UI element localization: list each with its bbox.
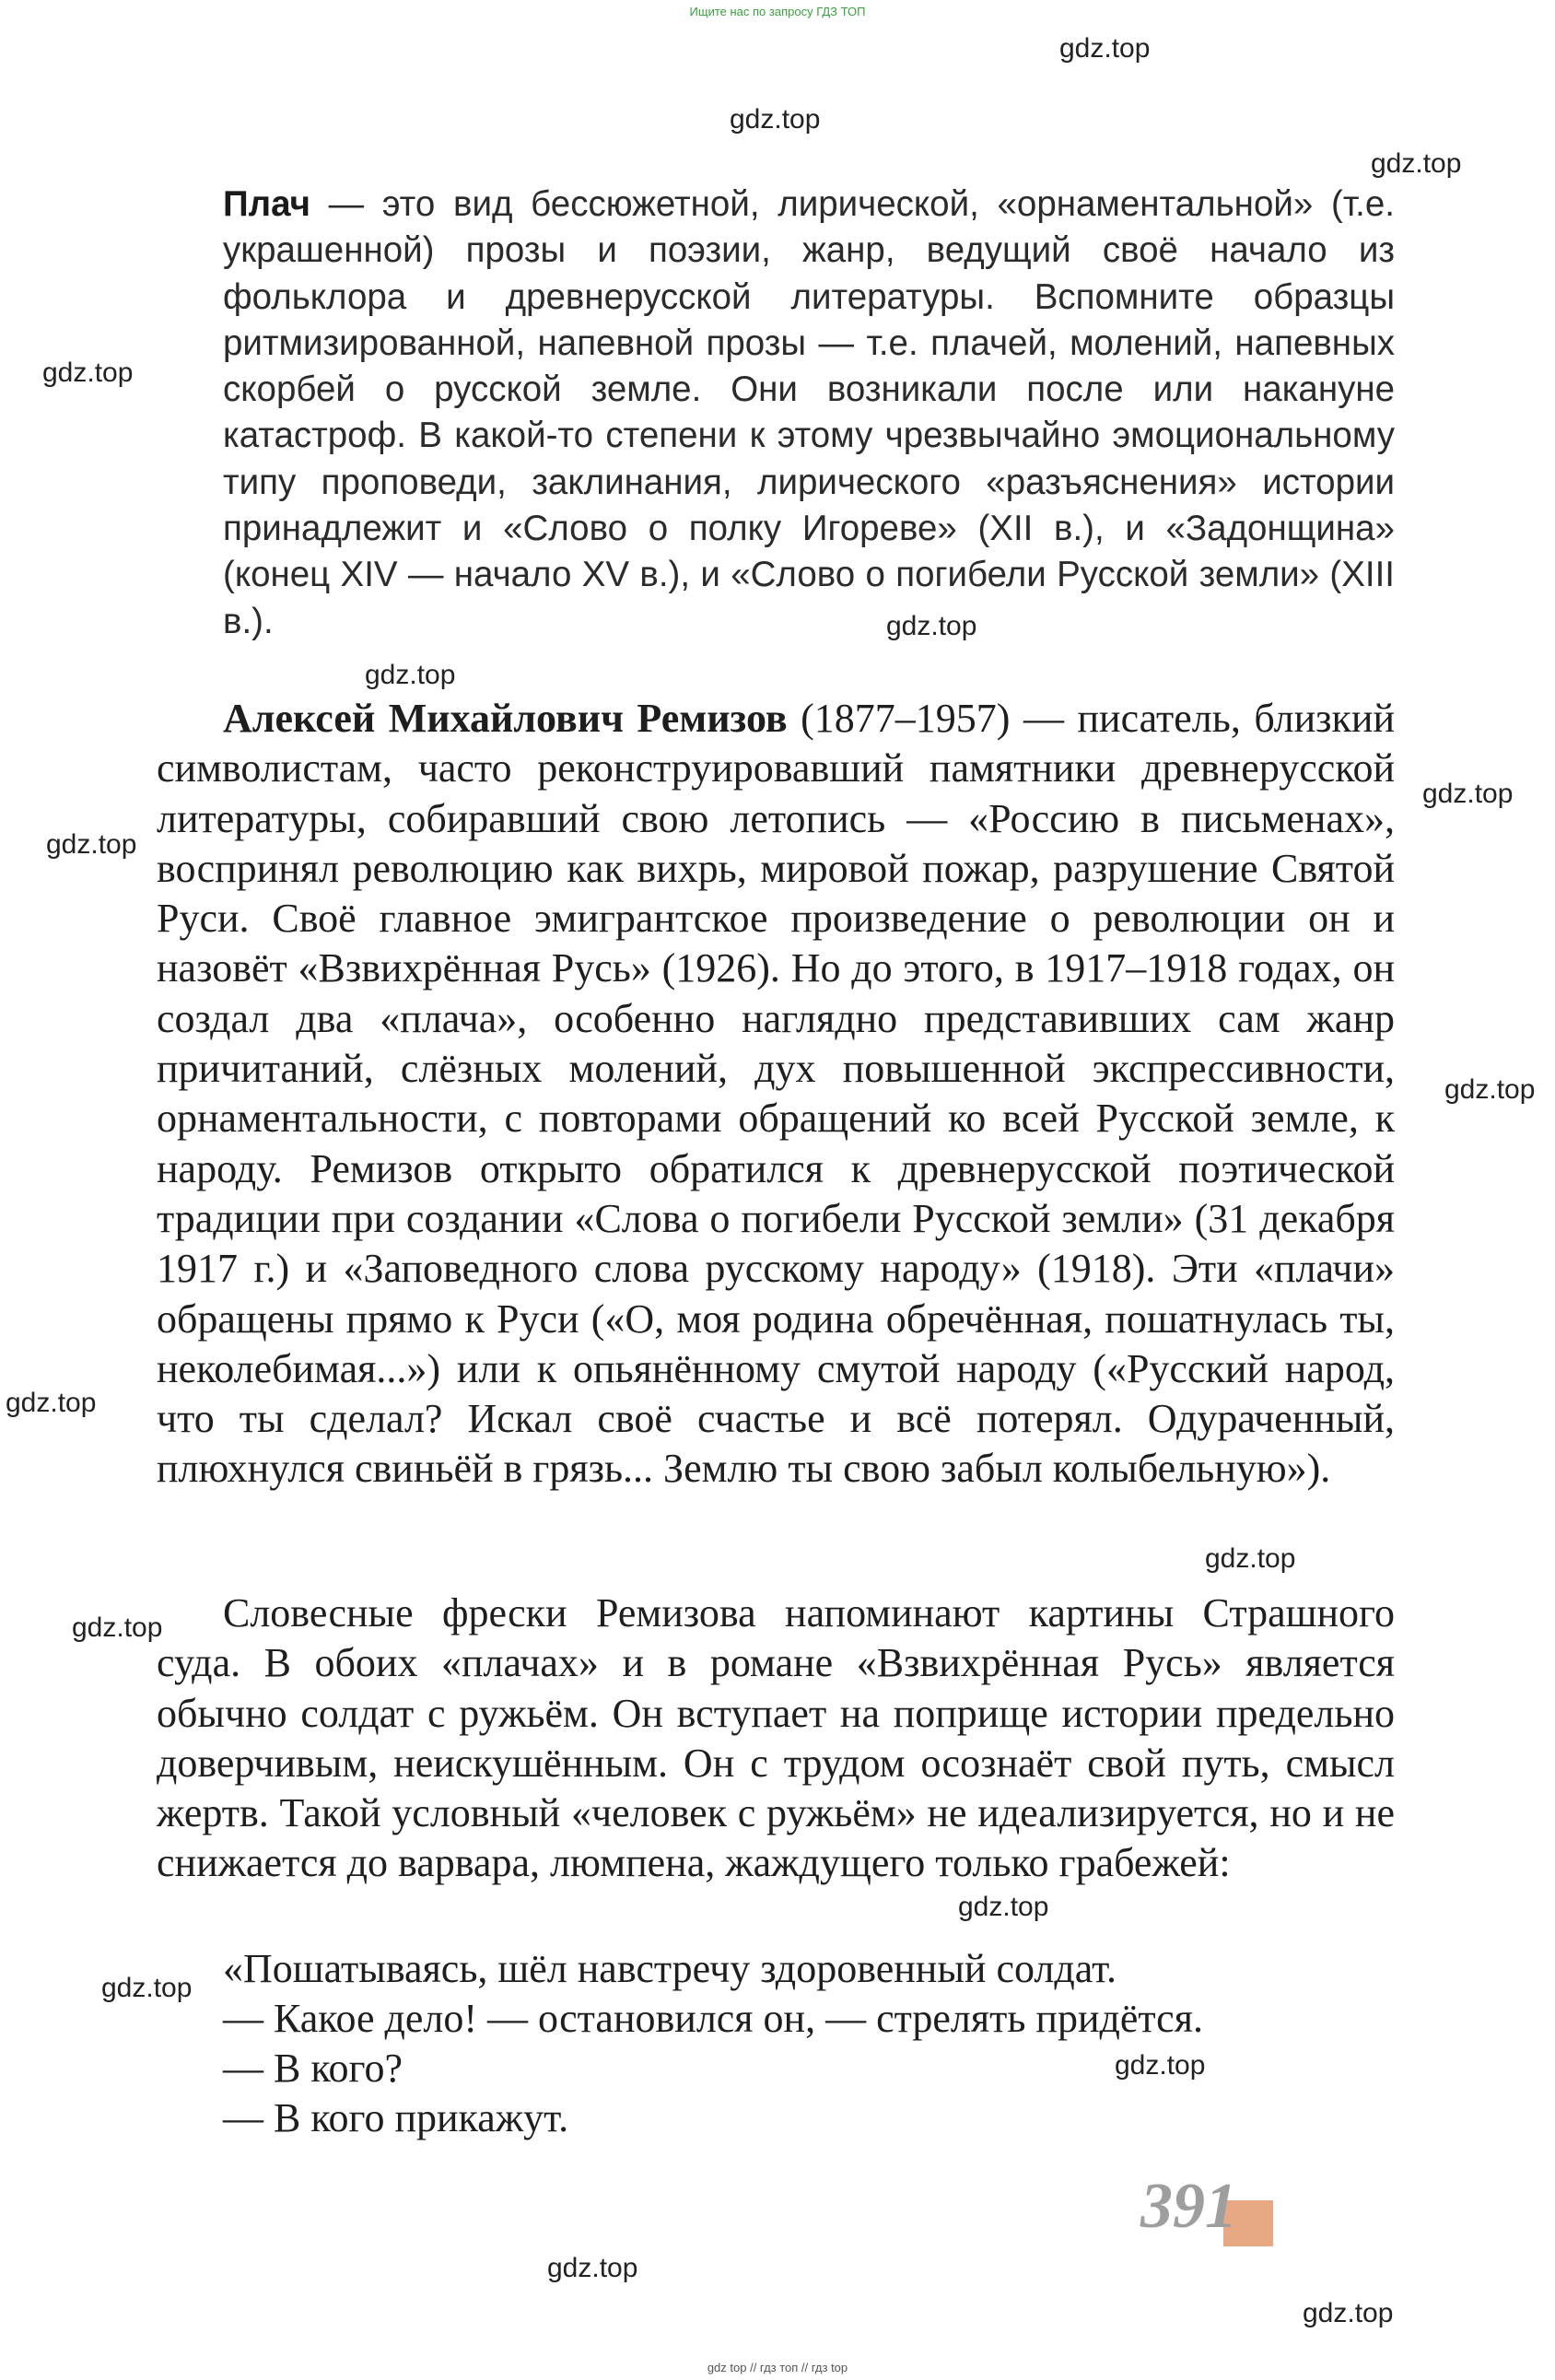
watermark: gdz.top xyxy=(1422,779,1514,809)
watermark: gdz.top xyxy=(101,1973,193,2003)
quote-line: — В кого прикажут. xyxy=(223,2095,569,2140)
paragraph-remizov-text: (1877–1957) — писатель, близкий символистам, часто реконструировавший памятники древнерусской литературы, собиравший свою летопись — «Россию в письменах», воспринял революцию как вихрь, мировой пожар, разрушение Святой Руси. Своё главное эмигрантское произведение о революции он и назовёт «Взвихрённая Русь» (1926). Но до этого, в 1917–1918 годах, он создал два «плача», особенно наглядно представивших сам жанр причитаний, слёзных молений, дух повышенной экспрессивности, орнаментальности, с повторами обращений ко всей Русской земле, к народу. Ремизов открыто обратился к древнерусской поэтической традиции при создании «Слова о погибели Русской земли» (31 декабря 1917 г.) и «Заповедного слова русскому народу» (1918). Эти «плачи» обращены прямо к Руси («О, моя родина обречённая, пошатнулась ты, неколебимая...») или к опьянённому смутой народу («Русский народ, что ты сделал? Искал своё счастье и всё потерял. Одураченный, плюхнулся свиньёй в грязь... Землю ты свою забыл колыбельную»). xyxy=(157,696,1395,1492)
plach-term: Плач xyxy=(223,184,310,224)
watermark: gdz.top xyxy=(1444,1074,1536,1105)
quote-line: — Какое дело! — остановился он, — стрелять придётся. xyxy=(223,1996,1203,2041)
watermark: gdz.top xyxy=(72,1612,163,1643)
quote-line: — В кого? xyxy=(223,2046,403,2091)
top-banner: Ищите нас по запросу ГДЗ ТОП xyxy=(689,5,866,18)
paragraph-frescoes: Словесные фрески Ремизова напоминают картины Страшного суда. В обоих «плачах» и в романе «Взвихрённая Русь» является обычно солдат с ружьём. Он вступает на поприще истории предельно доверчивым, неискушённым. Он с трудом осознаёт свой путь, смысл жертв. Такой условный «человек с ружьём» не идеализируется, но и не снижается до варвара, люмпена, жаждущего только грабежей: xyxy=(157,1590,1395,1886)
watermark: gdz.top xyxy=(42,358,134,388)
plach-definition xyxy=(223,182,1395,645)
watermark: gdz.top xyxy=(46,829,137,860)
watermark: gdz.top xyxy=(730,104,821,135)
watermark: gdz.top xyxy=(547,2253,638,2283)
page-number: 391 xyxy=(1140,2171,1237,2242)
watermark: gdz.top xyxy=(958,1892,1049,1922)
quote-line: «Пошатываясь, шёл навстречу здоровенный солдат. xyxy=(223,1946,1117,1991)
watermark: gdz.top xyxy=(1115,2050,1206,2081)
watermark: gdz.top xyxy=(1303,2298,1394,2328)
plach-text: — это вид бессюжетной, лирической, «орнаментальной» (т.е. украшенной) прозы и поэзии, жанр, ведущий своё начало из фольклора и древнерусской литературы. Вспомните образцы ритмизированной, напевной прозы — т.е. плачей, молений, напевных скорбей о русской земле. Они возникали после или накануне катастроф. В какой-то степени к этому чрезвычайно эмоциональному типу проповеди, заклинания, лирического «разъяснения» истории принадлежит и «Слово о полку Игореве» (XII в.), и «Задонщина» (конец XIV — начало XV в.), и «Слово о погибели Русской земли» (XIII в.). xyxy=(223,184,1395,641)
watermark: gdz.top xyxy=(886,611,977,641)
watermark: gdz.top xyxy=(1059,33,1151,64)
watermark: gdz.top xyxy=(1205,1543,1296,1574)
bottom-banner: gdz top // гдз топ // гдз top xyxy=(707,2361,848,2374)
author-name: Алексей Михайлович Ремизов xyxy=(223,696,788,741)
paragraph-remizov xyxy=(157,694,1395,1495)
watermark: gdz.top xyxy=(365,660,456,690)
watermark: gdz.top xyxy=(6,1388,97,1418)
watermark: gdz.top xyxy=(1371,148,1462,179)
